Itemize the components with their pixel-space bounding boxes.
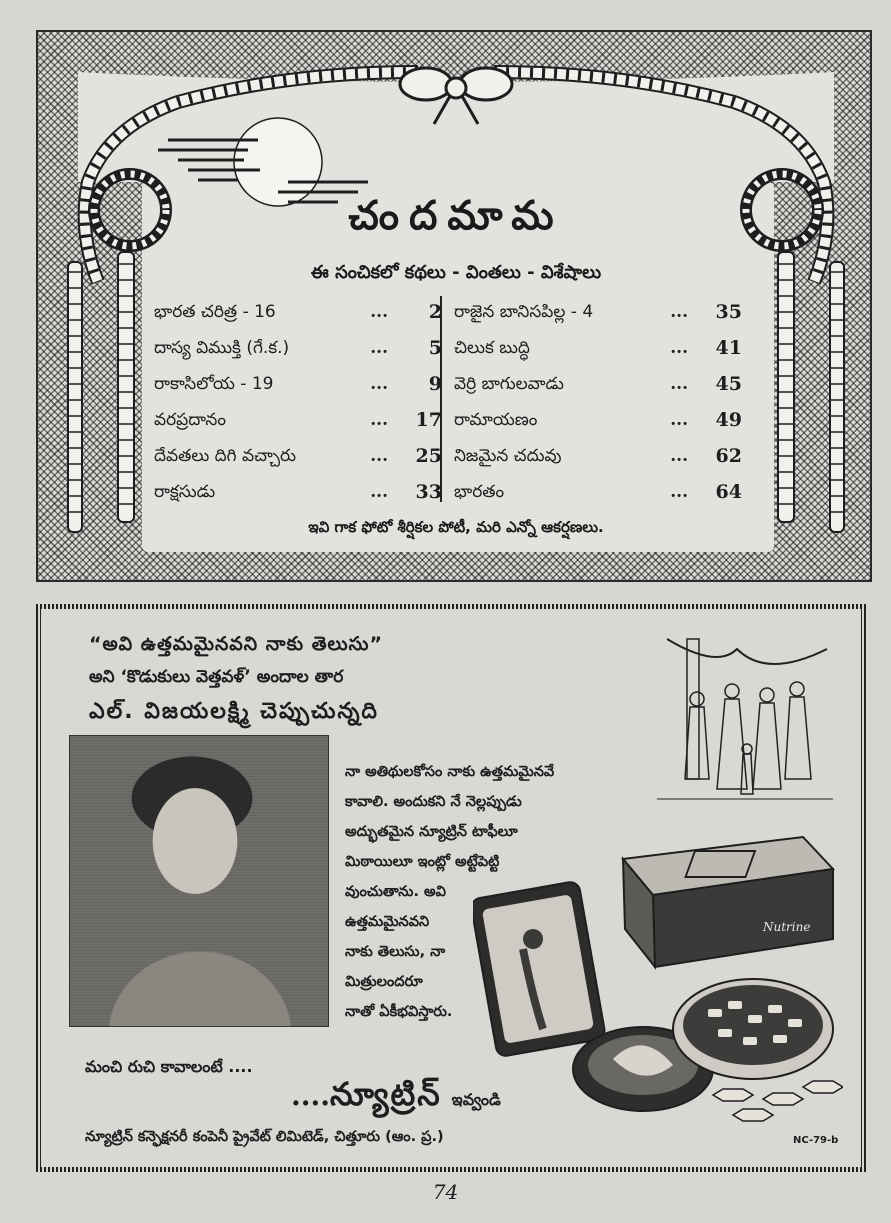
ad-slogan: మంచి రుచి కావాలంటే .... [85, 1057, 253, 1076]
magazine-title: చందమామ [348, 192, 564, 239]
brand-leader-dots: .... [291, 1079, 330, 1112]
ad-body-line: ఉత్తమమైనవని [345, 914, 430, 930]
company-name: న్యూట్రిన్ కన్ఫెక్షనరీ కంపెనీ ప్రైవేట్ లిమిటెడ్, చిత్తూరు (ఆం. ప్ర.) [85, 1129, 444, 1145]
ad-celebrity-name: ఎల్. విజయలక్ష్మి చెప్పుచున్నది [89, 699, 379, 724]
toc-item-title: భారత చరిత్ర - 16 [154, 302, 276, 322]
advertisement-panel [36, 604, 866, 1172]
toc-leader-dots: ... [670, 446, 688, 466]
contents-footer-note: ఇవి గాక ఫోటో శీర్షికల పోటీ, మరి ఎన్నో ఆకర్షణలు. [308, 518, 604, 536]
toc-item-title: దేవతలు దిగి వచ్చారు [154, 446, 297, 466]
toc-leader-dots: ... [670, 302, 688, 322]
tin-brand-label: Nutrine [763, 920, 811, 934]
celebrity-photo [69, 735, 329, 1027]
toc-item-title: వరప్రదానం [154, 410, 226, 430]
toc-item [154, 474, 446, 510]
toc-column-right [454, 294, 746, 510]
toc-leader-dots: ... [370, 302, 388, 322]
toc-item [454, 330, 746, 366]
ad-body-line: అద్భుతమైన న్యూట్రిన్ టాఫీలూ [345, 824, 518, 840]
toc-item-title: చిలుక బుద్ధి [454, 338, 530, 358]
table-of-contents [154, 294, 760, 502]
toc-leader-dots: ... [370, 374, 388, 394]
toc-item-page: 2 [428, 301, 442, 323]
toc-item-title: వెర్రి బాగులవాడు [454, 374, 564, 394]
ad-body-line: నాకు తెలుసు, నా [345, 944, 446, 960]
ad-body-line: వుంచుతాను. అవి [345, 884, 446, 900]
contents-panel [36, 30, 872, 582]
ad-body-line: నా అతిథులకోసం నాకు ఉత్తమమైనవే [345, 764, 555, 780]
toffee-tins-illustration [473, 829, 843, 1129]
ad-attribution: అని ‘కొడుకులు వెత్తవళ్’ అందాల తార [89, 667, 344, 687]
rectangular-tin-icon [623, 837, 833, 967]
toc-item-title: భారతం [454, 482, 505, 502]
photo-tin-icon [473, 881, 606, 1058]
brand-name: న్యూట్రిన్ [330, 1075, 442, 1113]
toc-item-page: 9 [428, 373, 442, 395]
ad-brand-line [291, 1075, 501, 1121]
toc-item [454, 474, 746, 510]
toc-item [454, 402, 746, 438]
toc-item-page: 5 [428, 337, 442, 359]
ad-quote: “అవి ఉత్తమమైనవని నాకు తెలుసు” [89, 633, 383, 655]
open-tin-icon [673, 979, 833, 1079]
toc-leader-dots: ... [370, 482, 388, 502]
ad-body-line: మిఠాయిలూ ఇంట్లో అట్టేపెట్టి [345, 854, 500, 870]
toc-item-title: దాస్య విముక్తి (గే.క.) [154, 338, 290, 358]
toc-item [154, 294, 446, 330]
toc-leader-dots: ... [670, 374, 688, 394]
party-illustration [657, 629, 833, 819]
toc-leader-dots: ... [370, 446, 388, 466]
toc-item-title: రాజైన బానిసపిల్ల - 4 [454, 302, 594, 322]
toc-item [154, 366, 446, 402]
toc-item-page: 33 [415, 481, 442, 503]
toc-item-title: రాకాసిలోయ - 19 [154, 374, 274, 394]
ad-body-line: నాతో ఏకీభవిస్తారు. [345, 1004, 453, 1020]
toc-item [454, 366, 746, 402]
toffee-icon [713, 1081, 843, 1121]
toc-item-title: నిజమైన చదువు [454, 446, 562, 466]
toc-leader-dots: ... [670, 338, 688, 358]
toc-leader-dots: ... [670, 410, 688, 430]
toc-item-page: 35 [715, 301, 742, 323]
toc-item [154, 438, 446, 474]
toc-item [454, 294, 746, 330]
toc-item-page: 25 [415, 445, 442, 467]
toc-leader-dots: ... [670, 482, 688, 502]
ad-body-line: మిత్రులందరూ [345, 974, 423, 990]
toc-item [154, 402, 446, 438]
toc-item-page: 49 [715, 409, 742, 431]
toc-item-title: రామాయణం [454, 410, 538, 430]
ad-reference-code: NC-79-b [793, 1135, 839, 1146]
toc-column-left [154, 294, 446, 510]
brand-call-to-action: ఇవ్వండి [451, 1090, 501, 1109]
toc-leader-dots: ... [370, 338, 388, 358]
toc-item-title: రాక్షసుడు [154, 482, 216, 502]
toc-item-page: 62 [715, 445, 742, 467]
toc-item [154, 330, 446, 366]
ad-body-line: కావాలి. అందుకని నే నెల్లప్పుడు [345, 794, 522, 810]
page-number: 74 [432, 1180, 459, 1204]
toc-item-page: 64 [715, 481, 742, 503]
contents-subtitle: ఈ సంచికలో కథలు - వింతలు - విశేషాలు [310, 262, 602, 283]
toc-item-page: 17 [415, 409, 442, 431]
toc-leader-dots: ... [370, 410, 388, 430]
toc-item [454, 438, 746, 474]
toc-item-page: 41 [715, 337, 742, 359]
toc-item-page: 45 [715, 373, 742, 395]
